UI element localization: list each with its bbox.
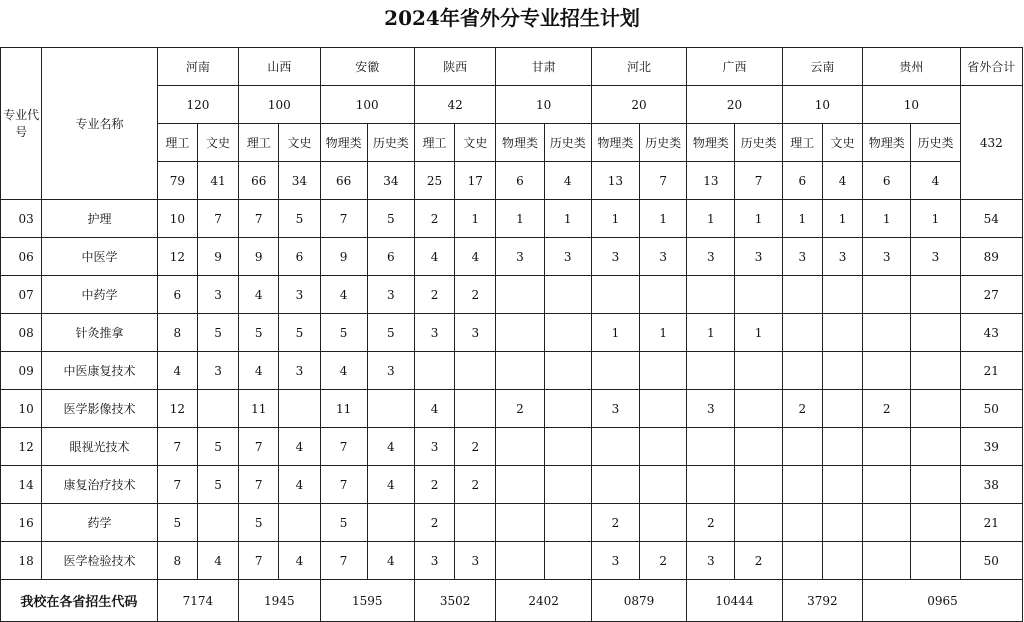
quota-cell bbox=[822, 314, 862, 352]
quota-cell: 3 bbox=[822, 238, 862, 276]
quota-cell: 1 bbox=[911, 200, 960, 238]
quota-cell bbox=[496, 314, 544, 352]
quota-cell bbox=[911, 352, 960, 390]
quota-cell bbox=[591, 276, 639, 314]
quota-cell: 4 bbox=[367, 428, 414, 466]
quota-cell: 5 bbox=[239, 314, 279, 352]
quota-cell: 7 bbox=[197, 200, 238, 238]
quota-cell: 1 bbox=[455, 200, 496, 238]
row-total: 89 bbox=[960, 238, 1022, 276]
quota-cell bbox=[367, 390, 414, 428]
quota-cell: 5 bbox=[197, 428, 238, 466]
major-name: 中药学 bbox=[42, 276, 158, 314]
quota-cell bbox=[687, 352, 735, 390]
quota-cell: 1 bbox=[735, 200, 782, 238]
province-quota: 42 bbox=[414, 86, 495, 124]
quota-cell bbox=[863, 504, 911, 542]
quota-cell bbox=[640, 390, 687, 428]
row-total: 50 bbox=[960, 542, 1022, 580]
province-school-code: 7174 bbox=[157, 580, 238, 622]
quota-cell: 9 bbox=[239, 238, 279, 276]
quota-cell: 4 bbox=[279, 466, 320, 504]
quota-cell: 5 bbox=[320, 504, 367, 542]
quota-cell: 4 bbox=[239, 352, 279, 390]
province-name: 贵州 bbox=[863, 48, 960, 86]
quota-cell bbox=[544, 352, 591, 390]
quota-cell: 7 bbox=[320, 428, 367, 466]
quota-cell: 4 bbox=[367, 466, 414, 504]
quota-cell: 2 bbox=[455, 466, 496, 504]
quota-cell: 3 bbox=[544, 238, 591, 276]
quota-cell: 3 bbox=[455, 542, 496, 580]
major-name: 中医学 bbox=[42, 238, 158, 276]
quota-cell bbox=[414, 352, 454, 390]
table-row bbox=[1, 466, 1023, 504]
row-total: 21 bbox=[960, 352, 1022, 390]
quota-cell: 5 bbox=[279, 314, 320, 352]
province-school-code: 10444 bbox=[687, 580, 782, 622]
province-quota: 20 bbox=[687, 86, 782, 124]
quota-cell: 3 bbox=[197, 276, 238, 314]
quota-cell bbox=[544, 428, 591, 466]
track-label: 文史 bbox=[455, 124, 496, 162]
track-count: 34 bbox=[367, 162, 414, 200]
quota-cell bbox=[911, 466, 960, 504]
quota-cell bbox=[544, 504, 591, 542]
quota-cell: 1 bbox=[640, 314, 687, 352]
quota-cell bbox=[496, 542, 544, 580]
track-label: 历史类 bbox=[640, 124, 687, 162]
quota-cell bbox=[455, 504, 496, 542]
track-label: 文史 bbox=[822, 124, 862, 162]
quota-cell: 1 bbox=[544, 200, 591, 238]
quota-cell: 3 bbox=[367, 352, 414, 390]
row-total: 39 bbox=[960, 428, 1022, 466]
quota-cell bbox=[591, 428, 639, 466]
major-name: 中医康复技术 bbox=[42, 352, 158, 390]
footer-row bbox=[1, 580, 1023, 622]
province-school-code: 0879 bbox=[591, 580, 686, 622]
major-name: 医学检验技术 bbox=[42, 542, 158, 580]
province-name: 广西 bbox=[687, 48, 782, 86]
quota-cell bbox=[822, 390, 862, 428]
quota-cell bbox=[640, 504, 687, 542]
province-quota: 10 bbox=[782, 86, 862, 124]
quota-cell: 2 bbox=[414, 466, 454, 504]
quota-cell bbox=[911, 542, 960, 580]
province-school-code: 1595 bbox=[320, 580, 414, 622]
quota-cell: 3 bbox=[687, 390, 735, 428]
quota-cell: 3 bbox=[279, 352, 320, 390]
quota-cell: 1 bbox=[687, 200, 735, 238]
quota-cell bbox=[863, 276, 911, 314]
quota-cell bbox=[687, 428, 735, 466]
quota-cell: 4 bbox=[367, 542, 414, 580]
major-name: 护理 bbox=[42, 200, 158, 238]
province-name: 云南 bbox=[782, 48, 862, 86]
track-count: 34 bbox=[279, 162, 320, 200]
table-row bbox=[1, 352, 1023, 390]
quota-cell: 7 bbox=[239, 542, 279, 580]
quota-cell: 4 bbox=[279, 542, 320, 580]
quota-cell: 5 bbox=[197, 314, 238, 352]
quota-cell: 3 bbox=[279, 276, 320, 314]
track-count: 17 bbox=[455, 162, 496, 200]
quota-cell bbox=[822, 504, 862, 542]
quota-cell: 3 bbox=[414, 542, 454, 580]
quota-cell: 5 bbox=[157, 504, 197, 542]
quota-cell: 4 bbox=[320, 352, 367, 390]
province-quota: 10 bbox=[863, 86, 960, 124]
quota-cell bbox=[782, 314, 822, 352]
track-label: 物理类 bbox=[863, 124, 911, 162]
quota-cell bbox=[367, 504, 414, 542]
table-row bbox=[1, 276, 1023, 314]
province-name: 河南 bbox=[157, 48, 238, 86]
quota-cell bbox=[911, 276, 960, 314]
quota-cell bbox=[735, 428, 782, 466]
province-quota: 10 bbox=[496, 86, 591, 124]
quota-cell: 3 bbox=[911, 238, 960, 276]
quota-cell bbox=[782, 352, 822, 390]
quota-cell: 4 bbox=[279, 428, 320, 466]
quota-cell: 3 bbox=[496, 238, 544, 276]
quota-cell: 3 bbox=[735, 238, 782, 276]
quota-cell bbox=[455, 352, 496, 390]
table-row bbox=[1, 504, 1023, 542]
quota-cell bbox=[911, 314, 960, 352]
quota-cell: 1 bbox=[735, 314, 782, 352]
quota-cell bbox=[735, 390, 782, 428]
quota-cell: 3 bbox=[782, 238, 822, 276]
quota-cell: 5 bbox=[320, 314, 367, 352]
row-total: 38 bbox=[960, 466, 1022, 504]
track-label: 历史类 bbox=[544, 124, 591, 162]
quota-cell: 5 bbox=[367, 200, 414, 238]
quota-cell: 4 bbox=[414, 238, 454, 276]
quota-cell: 3 bbox=[591, 238, 639, 276]
quota-cell bbox=[197, 390, 238, 428]
province-name: 甘肃 bbox=[496, 48, 591, 86]
track-count: 7 bbox=[735, 162, 782, 200]
quota-cell: 2 bbox=[414, 276, 454, 314]
quota-cell: 2 bbox=[414, 504, 454, 542]
quota-cell bbox=[279, 504, 320, 542]
quota-cell bbox=[496, 466, 544, 504]
quota-cell: 8 bbox=[157, 542, 197, 580]
major-name: 眼视光技术 bbox=[42, 428, 158, 466]
track-count: 6 bbox=[863, 162, 911, 200]
major-code: 12 bbox=[1, 428, 42, 466]
quota-cell: 5 bbox=[279, 200, 320, 238]
province-school-code: 3502 bbox=[414, 580, 495, 622]
quota-cell bbox=[544, 276, 591, 314]
quota-cell: 2 bbox=[591, 504, 639, 542]
quota-cell: 2 bbox=[782, 390, 822, 428]
province-school-code: 3792 bbox=[782, 580, 862, 622]
row-total: 27 bbox=[960, 276, 1022, 314]
major-name: 药学 bbox=[42, 504, 158, 542]
major-code-header: 专业代号 bbox=[1, 48, 42, 200]
track-label: 物理类 bbox=[687, 124, 735, 162]
quota-cell bbox=[822, 352, 862, 390]
row-total: 54 bbox=[960, 200, 1022, 238]
quota-cell: 1 bbox=[640, 200, 687, 238]
major-code: 09 bbox=[1, 352, 42, 390]
major-name: 医学影像技术 bbox=[42, 390, 158, 428]
row-total: 21 bbox=[960, 504, 1022, 542]
quota-cell bbox=[640, 428, 687, 466]
track-count: 25 bbox=[414, 162, 454, 200]
quota-cell: 1 bbox=[687, 314, 735, 352]
quota-cell bbox=[735, 504, 782, 542]
track-label: 理工 bbox=[239, 124, 279, 162]
track-count: 6 bbox=[496, 162, 544, 200]
quota-cell: 2 bbox=[496, 390, 544, 428]
quota-cell bbox=[591, 352, 639, 390]
quota-cell: 6 bbox=[367, 238, 414, 276]
quota-cell bbox=[279, 390, 320, 428]
province-name: 安徽 bbox=[320, 48, 414, 86]
major-code: 14 bbox=[1, 466, 42, 504]
quota-cell bbox=[687, 276, 735, 314]
province-name: 山西 bbox=[239, 48, 320, 86]
quota-cell: 3 bbox=[863, 238, 911, 276]
quota-cell: 6 bbox=[157, 276, 197, 314]
track-label: 物理类 bbox=[496, 124, 544, 162]
quota-cell: 3 bbox=[197, 352, 238, 390]
quota-cell bbox=[735, 352, 782, 390]
quota-cell: 1 bbox=[782, 200, 822, 238]
quota-cell bbox=[863, 314, 911, 352]
quota-cell bbox=[863, 542, 911, 580]
quota-cell: 3 bbox=[687, 238, 735, 276]
quota-cell: 4 bbox=[197, 542, 238, 580]
quota-cell: 2 bbox=[455, 428, 496, 466]
track-count: 7 bbox=[640, 162, 687, 200]
quota-cell: 11 bbox=[239, 390, 279, 428]
quota-cell: 12 bbox=[157, 238, 197, 276]
quota-cell bbox=[782, 466, 822, 504]
quota-cell bbox=[496, 428, 544, 466]
quota-cell bbox=[544, 390, 591, 428]
track-count: 66 bbox=[239, 162, 279, 200]
quota-cell bbox=[782, 542, 822, 580]
track-count: 4 bbox=[822, 162, 862, 200]
quota-cell: 2 bbox=[640, 542, 687, 580]
quota-cell: 3 bbox=[591, 390, 639, 428]
major-code: 08 bbox=[1, 314, 42, 352]
quota-cell: 8 bbox=[157, 314, 197, 352]
quota-cell: 5 bbox=[367, 314, 414, 352]
province-name: 陕西 bbox=[414, 48, 495, 86]
track-label: 历史类 bbox=[735, 124, 782, 162]
province-school-code: 1945 bbox=[239, 580, 320, 622]
quota-cell bbox=[544, 466, 591, 504]
major-name: 康复治疗技术 bbox=[42, 466, 158, 504]
quota-cell: 6 bbox=[279, 238, 320, 276]
major-name: 针灸推拿 bbox=[42, 314, 158, 352]
quota-cell: 3 bbox=[367, 276, 414, 314]
table-row bbox=[1, 314, 1023, 352]
quota-cell: 11 bbox=[320, 390, 367, 428]
track-count: 4 bbox=[911, 162, 960, 200]
quota-cell: 2 bbox=[735, 542, 782, 580]
quota-cell bbox=[496, 504, 544, 542]
major-code: 07 bbox=[1, 276, 42, 314]
quota-cell: 9 bbox=[197, 238, 238, 276]
quota-cell: 1 bbox=[822, 200, 862, 238]
province-quota: 100 bbox=[320, 86, 414, 124]
quota-cell bbox=[782, 428, 822, 466]
quota-cell bbox=[496, 352, 544, 390]
quota-cell: 4 bbox=[414, 390, 454, 428]
track-label: 历史类 bbox=[911, 124, 960, 162]
track-count: 4 bbox=[544, 162, 591, 200]
quota-cell bbox=[863, 428, 911, 466]
quota-cell: 4 bbox=[239, 276, 279, 314]
quota-cell bbox=[640, 352, 687, 390]
quota-cell bbox=[640, 466, 687, 504]
quota-cell: 7 bbox=[320, 542, 367, 580]
track-label: 历史类 bbox=[367, 124, 414, 162]
quota-cell: 3 bbox=[414, 428, 454, 466]
quota-cell: 3 bbox=[455, 314, 496, 352]
quota-cell: 7 bbox=[157, 466, 197, 504]
province-quota: 20 bbox=[591, 86, 686, 124]
quota-cell: 2 bbox=[455, 276, 496, 314]
quota-cell: 1 bbox=[496, 200, 544, 238]
quota-cell bbox=[822, 428, 862, 466]
quota-cell bbox=[822, 466, 862, 504]
track-count: 66 bbox=[320, 162, 367, 200]
quota-cell: 7 bbox=[157, 428, 197, 466]
track-label: 文史 bbox=[197, 124, 238, 162]
school-code-label: 我校在各省招生代码 bbox=[1, 580, 158, 622]
track-count: 41 bbox=[197, 162, 238, 200]
province-name: 河北 bbox=[591, 48, 686, 86]
quota-cell bbox=[735, 466, 782, 504]
track-label: 理工 bbox=[157, 124, 197, 162]
quota-cell: 2 bbox=[863, 390, 911, 428]
row-total: 43 bbox=[960, 314, 1022, 352]
major-code: 03 bbox=[1, 200, 42, 238]
quota-cell bbox=[782, 276, 822, 314]
quota-cell: 1 bbox=[591, 314, 639, 352]
quota-cell bbox=[640, 276, 687, 314]
quota-cell: 3 bbox=[687, 542, 735, 580]
quota-cell bbox=[863, 352, 911, 390]
quota-cell bbox=[687, 466, 735, 504]
province-school-code: 2402 bbox=[496, 580, 591, 622]
province-school-code: 0965 bbox=[863, 580, 1023, 622]
row-total: 50 bbox=[960, 390, 1022, 428]
header-row-provinces bbox=[1, 48, 1023, 86]
enrollment-plan-table bbox=[0, 47, 1023, 622]
quota-cell: 1 bbox=[591, 200, 639, 238]
quota-cell: 9 bbox=[320, 238, 367, 276]
track-count: 13 bbox=[687, 162, 735, 200]
table-row bbox=[1, 200, 1023, 238]
quota-cell: 4 bbox=[455, 238, 496, 276]
quota-cell bbox=[822, 542, 862, 580]
quota-cell bbox=[735, 276, 782, 314]
quota-cell bbox=[544, 542, 591, 580]
quota-cell bbox=[455, 390, 496, 428]
quota-cell bbox=[911, 428, 960, 466]
quota-cell bbox=[911, 390, 960, 428]
quota-cell bbox=[197, 504, 238, 542]
quota-cell bbox=[822, 276, 862, 314]
quota-cell: 5 bbox=[239, 504, 279, 542]
major-name-header: 专业名称 bbox=[42, 48, 158, 200]
track-label: 理工 bbox=[782, 124, 822, 162]
track-label: 理工 bbox=[414, 124, 454, 162]
quota-cell: 7 bbox=[320, 200, 367, 238]
table-row bbox=[1, 428, 1023, 466]
quota-cell: 4 bbox=[320, 276, 367, 314]
major-code: 06 bbox=[1, 238, 42, 276]
quota-cell: 3 bbox=[414, 314, 454, 352]
total-value: 432 bbox=[960, 86, 1022, 200]
table-row bbox=[1, 542, 1023, 580]
major-code: 18 bbox=[1, 542, 42, 580]
quota-cell bbox=[591, 466, 639, 504]
track-count: 6 bbox=[782, 162, 822, 200]
quota-cell: 5 bbox=[197, 466, 238, 504]
quota-cell: 7 bbox=[239, 200, 279, 238]
quota-cell: 7 bbox=[239, 466, 279, 504]
quota-cell: 10 bbox=[157, 200, 197, 238]
quota-cell: 2 bbox=[414, 200, 454, 238]
quota-cell bbox=[782, 504, 822, 542]
quota-cell bbox=[496, 276, 544, 314]
total-header: 省外合计 bbox=[960, 48, 1022, 86]
major-code: 16 bbox=[1, 504, 42, 542]
quota-cell: 7 bbox=[239, 428, 279, 466]
quota-cell bbox=[911, 504, 960, 542]
quota-cell: 1 bbox=[863, 200, 911, 238]
quota-cell: 7 bbox=[320, 466, 367, 504]
table-row bbox=[1, 390, 1023, 428]
quota-cell: 12 bbox=[157, 390, 197, 428]
quota-cell bbox=[544, 314, 591, 352]
track-label: 物理类 bbox=[320, 124, 367, 162]
quota-cell: 4 bbox=[157, 352, 197, 390]
major-code: 10 bbox=[1, 390, 42, 428]
track-count: 79 bbox=[157, 162, 197, 200]
quota-cell: 2 bbox=[687, 504, 735, 542]
quota-cell: 3 bbox=[640, 238, 687, 276]
page-title: 2024年省外分专业招生计划 bbox=[384, 6, 640, 30]
track-label: 物理类 bbox=[591, 124, 639, 162]
province-quota: 100 bbox=[239, 86, 320, 124]
province-quota: 120 bbox=[157, 86, 238, 124]
quota-cell bbox=[863, 466, 911, 504]
track-count: 13 bbox=[591, 162, 639, 200]
track-label: 文史 bbox=[279, 124, 320, 162]
table-row bbox=[1, 238, 1023, 276]
quota-cell: 3 bbox=[591, 542, 639, 580]
